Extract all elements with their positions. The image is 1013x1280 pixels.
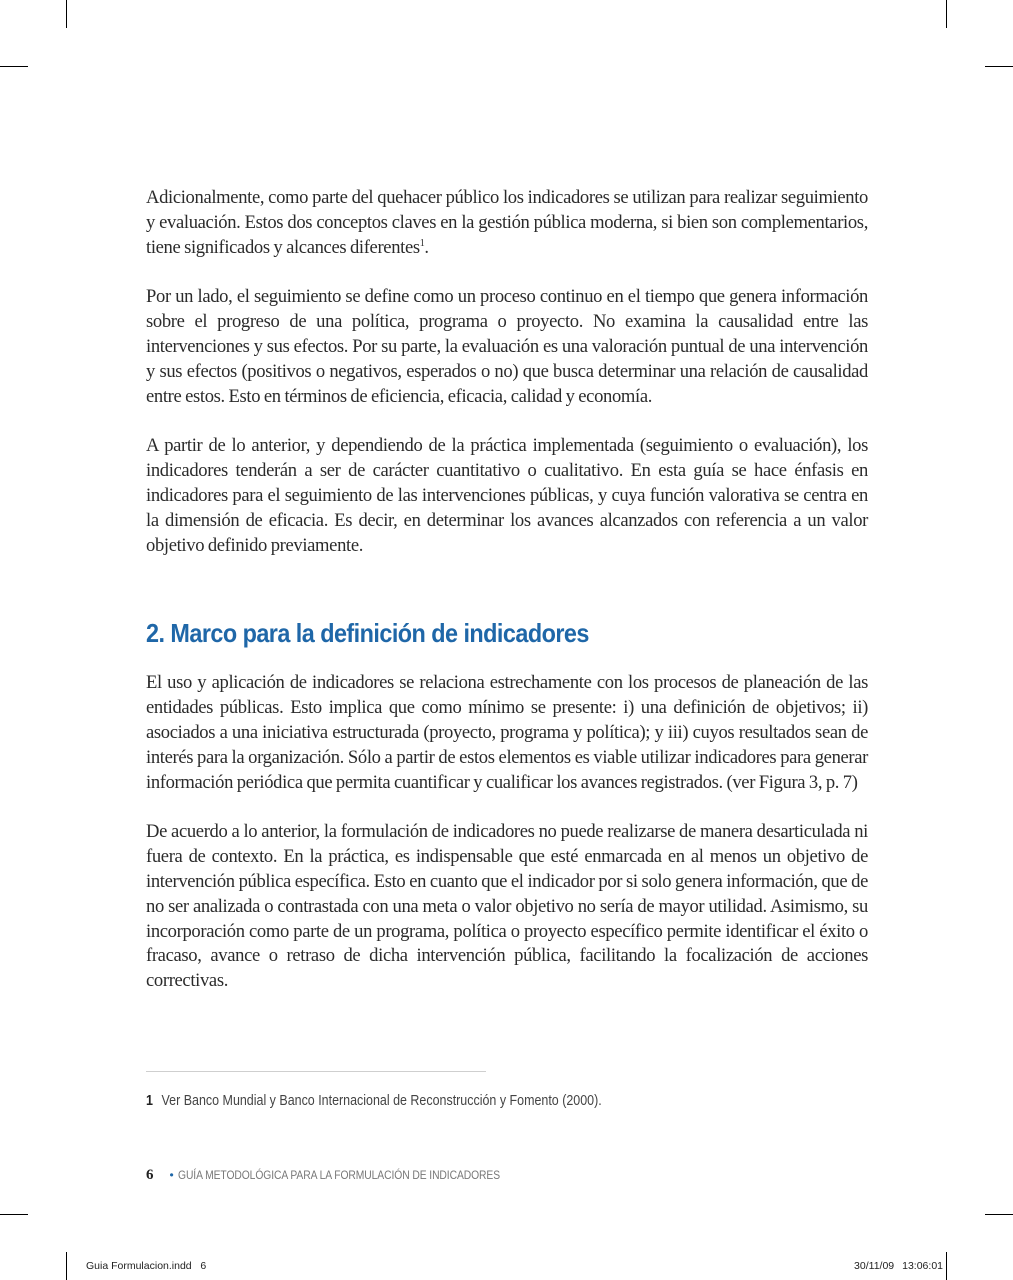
- paragraph-formulacion: De acuerdo a lo anterior, la formulación de indicadores no puede realizarse de manera desarticulada ni fuera de contexto. En la práctica, es indispensable que esté enmarcada en al menos un objetivo de intervención pública específica. Esto en cuanto que el indicador por si solo genera información, que de no ser analizada o contrastada con una meta o valor objetivo no sería de mayor utilidad. Asimismo, su incorporación como parte de un programa, política o proyecto específico permite identificar el éxito o fracaso, avance o retraso de dicha intervención pública, facilitando la focalización de acciones correctivas.: [146, 821, 868, 992]
- crop-mark-right-bottom: [985, 1214, 1013, 1215]
- slug-filename: Guia Formulacion.indd 6: [86, 1260, 207, 1272]
- crop-mark-bottom-left: [66, 1252, 67, 1280]
- footnote-reference[interactable]: 1: [419, 237, 425, 249]
- footnote-divider: [146, 1071, 486, 1072]
- paragraph-uso-aplicacion: El uso y aplicación de indicadores se relaciona estrechamente con los procesos de planeación de las entidades públicas. Esto implica que como mínimo se presente: i) una definición de objetivos; ii) asociados a una iniciativa estructurada (proyecto, programa y política); y iii) cuyos resultados sean de interés para la organización. Sólo a partir de estos elementos es viable utilizar indicadores para generar información periódica que permita cuantificar y cualificar los avances registrados. (ver Figura 3, p. 7): [146, 672, 868, 793]
- crop-mark-left-bottom: [0, 1214, 28, 1215]
- footer-bullet: •: [169, 1168, 174, 1182]
- paragraph-enfasis: A partir de lo anterior, y dependiendo de la práctica implementada (seguimiento o evaluación), los indicadores tenderán a ser de carácter cuantitativo o cualitativo. En esta guía se hace énfasis en indicadores para el seguimiento de las intervenciones públicas, y cuya función valorativa se centra en la dimensión de eficacia. Es decir, en determinar los avances alcanzados con referencia a un valor objetivo definido previamente.: [146, 435, 868, 556]
- slug-timestamp: [846, 1260, 943, 1272]
- paragraph-seguimiento: Por un lado, el seguimiento se define como un proceso continuo en el tiempo que genera información sobre el progreso de una política, programa o proyecto. No examina la causalidad entre las intervenciones y sus efectos. Por su parte, la evaluación es una valoración puntual de una intervención y sus efectos (positivos o negativos, esperados o no) que busca determinar una relación de causalidad entre estos. Esto en términos de eficiencia, eficacia, calidad y economía.: [146, 286, 868, 407]
- running-title: GUÍA METODOLÓGICA PARA LA FORMULACIÓN DE INDICADORES: [177, 1168, 500, 1182]
- crop-mark-right-top: [985, 66, 1013, 67]
- page-number: 6: [146, 1167, 154, 1183]
- page-body: [146, 186, 868, 1019]
- footnote: [146, 1093, 602, 1109]
- slug-time: 13:06:01: [902, 1260, 943, 1272]
- paragraph-intro: Adicionalmente, como parte del quehacer público los indicadores se utilizan para realizar seguimiento y evaluación. Estos dos conceptos claves en la gestión pública moderna, si bien son complementarios, tiene significados y alcances diferentes$^1$.: [146, 187, 868, 258]
- slug-date: 30/11/09: [854, 1260, 895, 1272]
- page-footer: [146, 1166, 552, 1184]
- section-heading: 2. Marco para la definición de indicadores: [146, 618, 589, 649]
- crop-mark-left-top: [0, 66, 28, 67]
- crop-mark-bottom-right: [946, 1252, 947, 1280]
- footnote-number: 1: [146, 1093, 153, 1109]
- crop-mark-top-left: [66, 0, 67, 28]
- crop-mark-top-right: [946, 0, 947, 28]
- footnote-text: Ver Banco Mundial y Banco Internacional de Reconstrucción y Fomento (2000).: [161, 1093, 602, 1109]
